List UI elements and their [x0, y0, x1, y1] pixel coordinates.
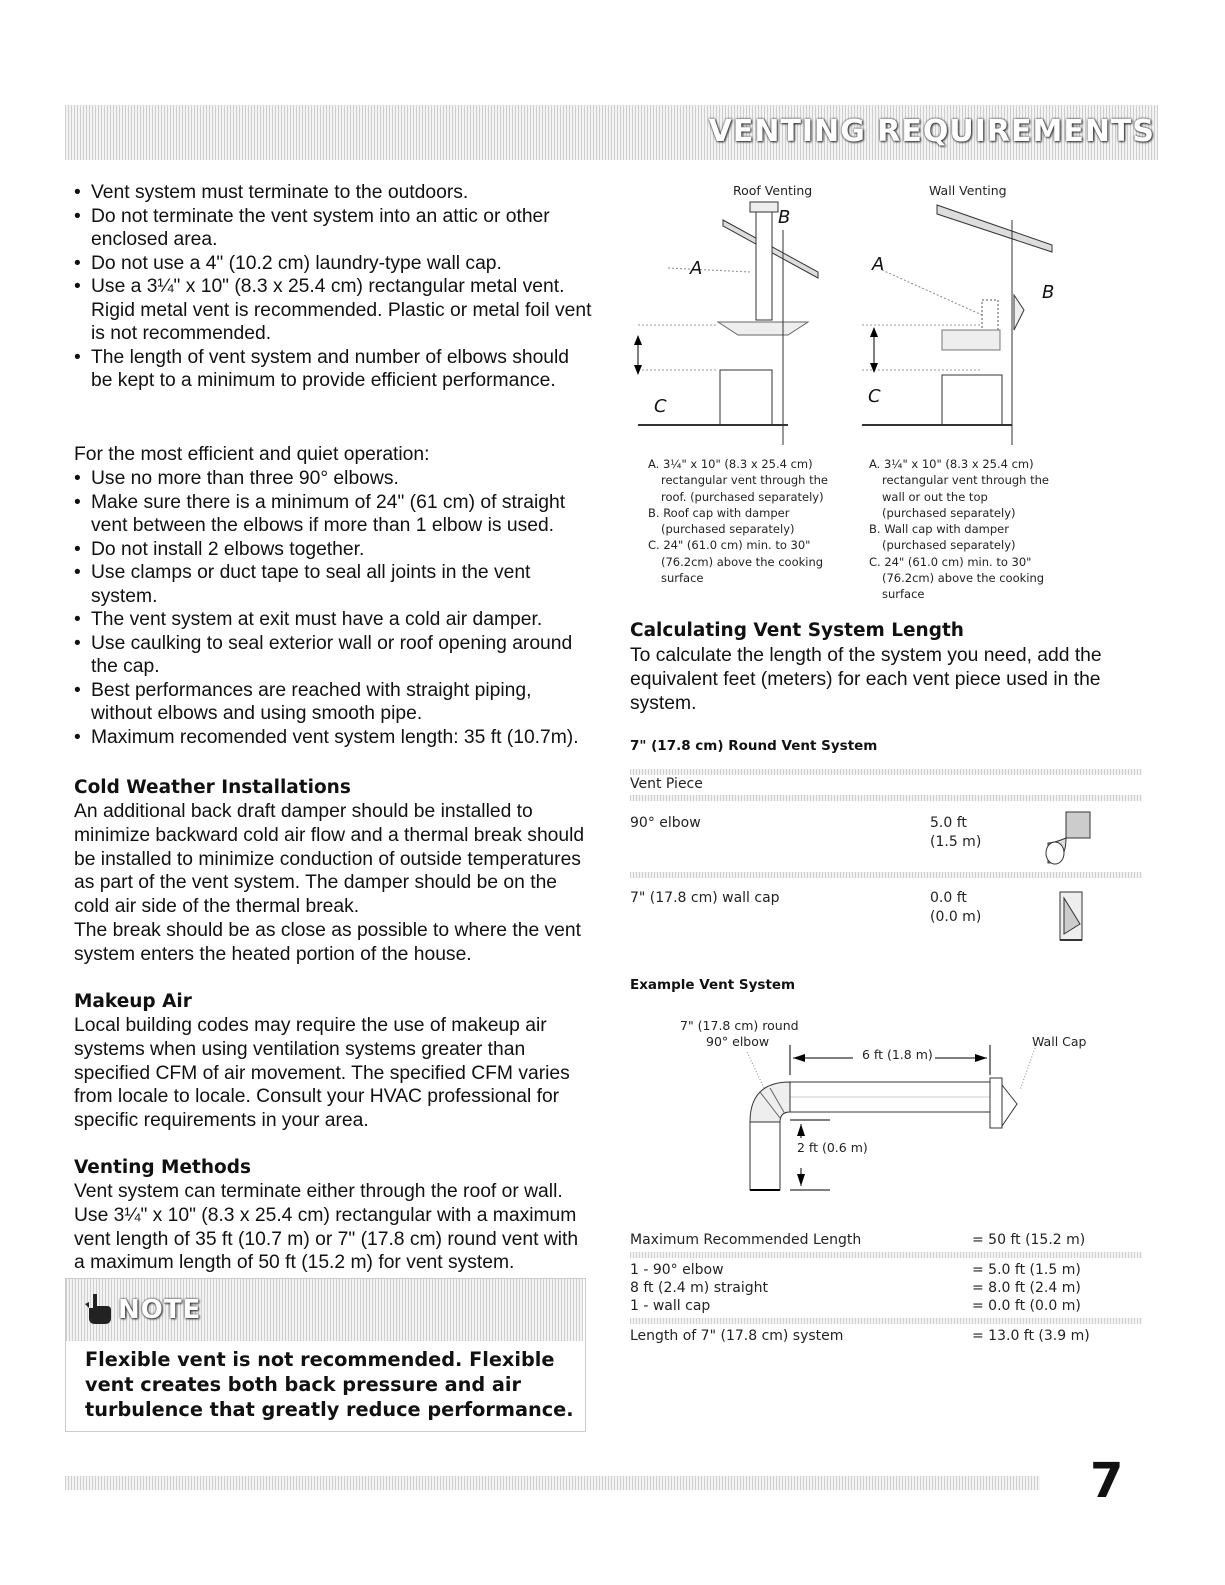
summary-item-label: 8 ft (2.4 m) straight [630, 1280, 768, 1296]
caption-line: rectangular vent through the [882, 473, 1049, 488]
vent-piece-cell: 90° elbow [630, 815, 701, 831]
list-item: • Make sure there is a minimum of 24" (61 cm) of straight vent between the elbows if more than 1 elbow is used. [74, 491, 584, 538]
efficiency-list [74, 467, 584, 749]
caption-line: C. 24" (61.0 cm) min. to 30" [648, 538, 811, 553]
horizontal-length: 6 ft (1.8 m) [862, 1047, 933, 1062]
caption-line: (purchased separately) [661, 522, 795, 537]
total-label: Length of 7" (17.8 cm) system [630, 1328, 844, 1344]
elbow-label-1: 7" (17.8 cm) round [680, 1018, 799, 1033]
caption-line: A. 3¼" x 10" (8.3 x 25.4 cm) [869, 457, 1034, 471]
example-vent-diagram [735, 1040, 1055, 1200]
list-item: • Maximum recomended vent system length: 35 ft (10.7m). [74, 726, 584, 750]
list-item: • Vent system must terminate to the outdoors. [74, 181, 594, 205]
roof-label-a: A [690, 258, 703, 279]
roof-label-b: B [778, 207, 791, 228]
caption-line: (76.2cm) above the cooking [661, 554, 824, 569]
table-rule [630, 1252, 1142, 1258]
list-item: • Do not install 2 elbows together. [74, 538, 584, 562]
calc-heading: Calculating Vent System Length [630, 620, 964, 641]
roof-captions [648, 456, 868, 586]
caption-line: wall or out the top [882, 489, 988, 504]
list-item: • The vent system at exit must have a cold air damper. [74, 608, 584, 632]
table-header: Vent Piece [630, 776, 703, 792]
vent-ft-cell: 5.0 ft [930, 815, 967, 831]
caption-line: surface [661, 571, 704, 586]
caption-line: (76.2cm) above the cooking [882, 571, 1045, 586]
wall-venting-title: Wall Venting [929, 183, 1007, 198]
list-item: • Use clamps or duct tape to seal all joints in the vent system. [74, 561, 584, 608]
max-length-value: = 50 ft (15.2 m) [972, 1232, 1086, 1248]
cold-weather-text-2: The break should be as close as possible to where the vent system enters the heated portion of the house. [74, 920, 581, 965]
max-length-label: Maximum Recommended Length [630, 1232, 862, 1248]
list-item: • Best performances are reached with straight piping, without elbows and using smooth pipe. [74, 679, 584, 726]
roof-venting-title: Roof Venting [733, 183, 813, 198]
wall-label-b: B [1042, 282, 1055, 303]
note-label: NOTE [118, 1295, 202, 1325]
summary-item-value: = 0.0 ft (0.0 m) [972, 1298, 1081, 1314]
caption-line: A. 3¼" x 10" (8.3 x 25.4 cm) [648, 457, 813, 471]
summary-item-label: 1 - wall cap [630, 1298, 711, 1314]
list-item: • The length of vent system and number of elbows should be kept to a minimum to provide efficient performance. [74, 346, 594, 393]
caption-line: (purchased separately) [882, 505, 1016, 520]
summary-item-value: = 8.0 ft (2.4 m) [972, 1280, 1081, 1296]
caption-line: C. 24" (61.0 cm) min. to 30" [869, 554, 1032, 569]
caption-line: B. Roof cap with damper [648, 505, 790, 520]
makeup-air-heading: Makeup Air [74, 991, 192, 1012]
roof-label-c: C [654, 396, 667, 417]
requirements-list [74, 181, 594, 393]
page-title: VENTING REQUIREMENTS [708, 114, 1155, 149]
list-item: • Do not terminate the vent system into an attic or other enclosed area. [74, 205, 594, 252]
caption-line: surface [882, 587, 925, 602]
vent-m-cell: (1.5 m) [930, 834, 982, 850]
efficient-intro: For the most efficient and quiet operation: [74, 444, 430, 465]
caption-line: rectangular vent through the [661, 473, 828, 488]
venting-methods-text: Vent system can terminate either through the roof or wall. Use 3¼" x 10" (8.3 x 25.4 cm) rectangular with a maximum vent length of 35 ft (10.7 m) or 7" (17.8 cm) round vent with a maximum length of 50 ft (15.2 m) for vent system. [74, 1181, 579, 1274]
elbow-icon [1040, 808, 1100, 870]
example-heading: Example Vent System [630, 977, 796, 993]
wall-captions [869, 456, 1089, 603]
total-value: = 13.0 ft (3.9 m) [972, 1328, 1090, 1344]
vent-m-cell: (0.0 m) [930, 909, 982, 925]
caption-line: (purchased separately) [882, 538, 1016, 553]
list-item: • Use a 3¼" x 10" (8.3 x 25.4 cm) rectangular metal vent. Rigid metal vent is recommended. Plastic or metal foil vent is not recommended. [74, 275, 594, 346]
list-item: • Do not use a 4" (10.2 cm) laundry-type wall cap. [74, 252, 594, 276]
wall-cap-icon [1040, 884, 1100, 954]
footer-bar [65, 1476, 1040, 1490]
wall-cap-label: Wall Cap [1032, 1034, 1087, 1049]
cold-weather-heading: Cold Weather Installations [74, 777, 351, 798]
table-rule [630, 872, 1142, 878]
page-number: 7 [1090, 1453, 1124, 1509]
vent-ft-cell: 0.0 ft [930, 890, 967, 906]
note-text: Flexible vent is not recommended. Flexible vent creates both back pressure and air turbulence that greatly reduce performance. [85, 1348, 574, 1421]
cold-weather-text: An additional back draft damper should be installed to minimize backward cold air flow and a thermal break should be installed to minimize conduction of outside temperatures as part of the vent system. The damper should be on the cold air side of the thermal break. [74, 801, 585, 918]
wall-venting-diagram [862, 200, 1062, 455]
pointing-hand-icon [85, 1292, 113, 1326]
caption-line: B. Wall cap with damper [869, 522, 1009, 537]
vent-piece-cell: 7" (17.8 cm) wall cap [630, 890, 780, 906]
table-rule [630, 769, 1142, 775]
list-item: • Use no more than three 90° elbows. [74, 467, 584, 491]
elbow-label-2: 90° elbow [706, 1034, 770, 1049]
round-vent-heading: 7" (17.8 cm) Round Vent System [630, 738, 878, 754]
caption-line: roof. (purchased separately) [661, 489, 824, 504]
list-item: • Use caulking to seal exterior wall or roof opening around the cap. [74, 632, 584, 679]
table-rule [630, 795, 1142, 801]
makeup-air-text: Local building codes may require the use of makeup air systems when using ventilation systems greater than specified CFM of air movement. The specified CFM varies from locale to locale. Consult your HVAC professional for specific requirements in your area. [74, 1015, 570, 1132]
table-rule [630, 1318, 1142, 1324]
venting-methods-heading: Venting Methods [74, 1157, 251, 1178]
calc-text: To calculate the length of the system you need, add the equivalent feet (meters) for each vent piece used in the system. [630, 645, 1102, 714]
vertical-length: 2 ft (0.6 m) [797, 1140, 868, 1155]
summary-item-value: = 5.0 ft (1.5 m) [972, 1262, 1081, 1278]
summary-item-label: 1 - 90° elbow [630, 1262, 724, 1278]
wall-label-a: A [872, 254, 885, 275]
wall-label-c: C [868, 386, 881, 407]
